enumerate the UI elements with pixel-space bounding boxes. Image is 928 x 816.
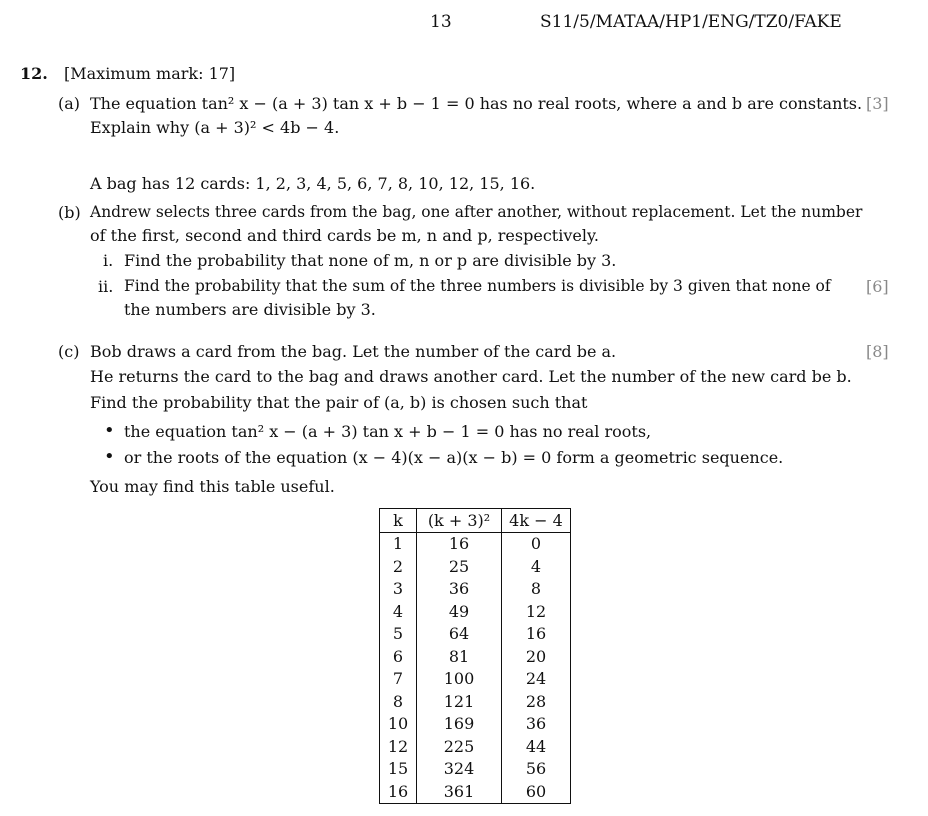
paper-code: S11/5/MATAA/HP1/ENG/TZ0/FAKE [540, 12, 842, 32]
part-c-marks: [8] [866, 342, 889, 361]
part-c-label: (c) [58, 342, 80, 361]
table-row [380, 758, 571, 781]
table-cell: 225 [417, 735, 502, 758]
question-number: 12. [20, 64, 48, 83]
bullet-1-icon: • [104, 420, 115, 441]
table-cell: 16 [380, 780, 417, 803]
table-cell: 36 [417, 578, 502, 601]
table-cell: 56 [502, 758, 571, 781]
table-cell: 12 [502, 600, 571, 623]
table-cell: 16 [417, 532, 502, 555]
part-c-bullet1: the equation tan² x − (a + 3) tan x + b − 1 = 0 has no real roots, [124, 422, 652, 441]
part-b-sub-ii-label: ii. [98, 277, 114, 296]
part-b-label: (b) [58, 203, 81, 222]
table-row [380, 623, 571, 646]
table-cell: 24 [502, 668, 571, 691]
table-cell: 100 [417, 668, 502, 691]
table-cell: 8 [502, 578, 571, 601]
table-cell: 81 [417, 645, 502, 668]
part-b-sub-ii-line1: Find the probability that the sum of the three numbers is divisible by 3 given that none of [124, 277, 831, 295]
part-c-line2: He returns the card to the bag and draws another card. Let the number of the new card be b. [90, 367, 852, 386]
table-cell: 3 [380, 578, 417, 601]
table-cell: 4 [502, 555, 571, 578]
table-row [380, 735, 571, 758]
table-cell: 25 [417, 555, 502, 578]
table-cell: 44 [502, 735, 571, 758]
table-row [380, 713, 571, 736]
table-cell: 361 [417, 780, 502, 803]
table-cell: 1 [380, 532, 417, 555]
part-c-bullet2: or the roots of the equation (x − 4)(x − a)(x − b) = 0 form a geometric sequence. [124, 448, 784, 467]
table-cell: 2 [380, 555, 417, 578]
table-cell: 60 [502, 780, 571, 803]
table-cell: 8 [380, 690, 417, 713]
part-a-line2: Explain why (a + 3)² < 4b − 4. [90, 118, 340, 137]
table-header-row [380, 509, 571, 533]
table-cell: 324 [417, 758, 502, 781]
part-a-label: (a) [58, 94, 81, 113]
table-row [380, 578, 571, 601]
table-row [380, 555, 571, 578]
part-b-marks: [6] [866, 277, 889, 296]
part-c-line3: Find the probability that the pair of (a, b) is chosen such that [90, 393, 588, 412]
page-number: 13 [430, 12, 452, 32]
table-cell: 20 [502, 645, 571, 668]
table-cell: 12 [380, 735, 417, 758]
table-row [380, 780, 571, 803]
table-cell: 7 [380, 668, 417, 691]
part-c-line4: You may find this table useful. [90, 477, 335, 496]
table-cell: 49 [417, 600, 502, 623]
part-c-line1: Bob draws a card from the bag. Let the number of the card be a. [90, 342, 617, 361]
table-row [380, 690, 571, 713]
table-row [380, 645, 571, 668]
table-cell: 169 [417, 713, 502, 736]
part-a-line1: The equation tan² x − (a + 3) tan x + b − 1 = 0 has no real roots, where a and b are constants. [90, 94, 863, 113]
bullet-2-icon: • [104, 446, 115, 467]
values-table [379, 508, 571, 804]
table-cell: 5 [380, 623, 417, 646]
part-a-marks: [3] [866, 94, 889, 113]
table-cell: 64 [417, 623, 502, 646]
table-cell: 6 [380, 645, 417, 668]
table-cell: 16 [502, 623, 571, 646]
part-b-sub-ii-line2: the numbers are divisible by 3. [124, 300, 376, 319]
table-cell: 0 [502, 532, 571, 555]
table-cell: 28 [502, 690, 571, 713]
table-row [380, 532, 571, 555]
table-header-k-plus-3-squared: (k + 3)² [417, 509, 502, 533]
table-cell: 4 [380, 600, 417, 623]
bag-intro: A bag has 12 cards: 1, 2, 3, 4, 5, 6, 7, 8, 10, 12, 15, 16. [90, 174, 536, 193]
table-cell: 10 [380, 713, 417, 736]
table-row [380, 600, 571, 623]
part-b-sub-i: Find the probability that none of m, n or p are divisible by 3. [124, 251, 617, 270]
part-b-sub-i-label: i. [103, 251, 114, 270]
maximum-mark: [Maximum mark: 17] [64, 64, 236, 83]
part-b-line1: Andrew selects three cards from the bag, one after another, without replacement. Let the number [90, 203, 863, 221]
table-cell: 36 [502, 713, 571, 736]
part-b-line2: of the first, second and third cards be m, n and p, respectively. [90, 226, 599, 245]
table-row [380, 668, 571, 691]
table-cell: 15 [380, 758, 417, 781]
table-header-k: k [380, 509, 417, 533]
table-cell: 121 [417, 690, 502, 713]
table-header-4k-minus-4: 4k − 4 [502, 509, 571, 533]
